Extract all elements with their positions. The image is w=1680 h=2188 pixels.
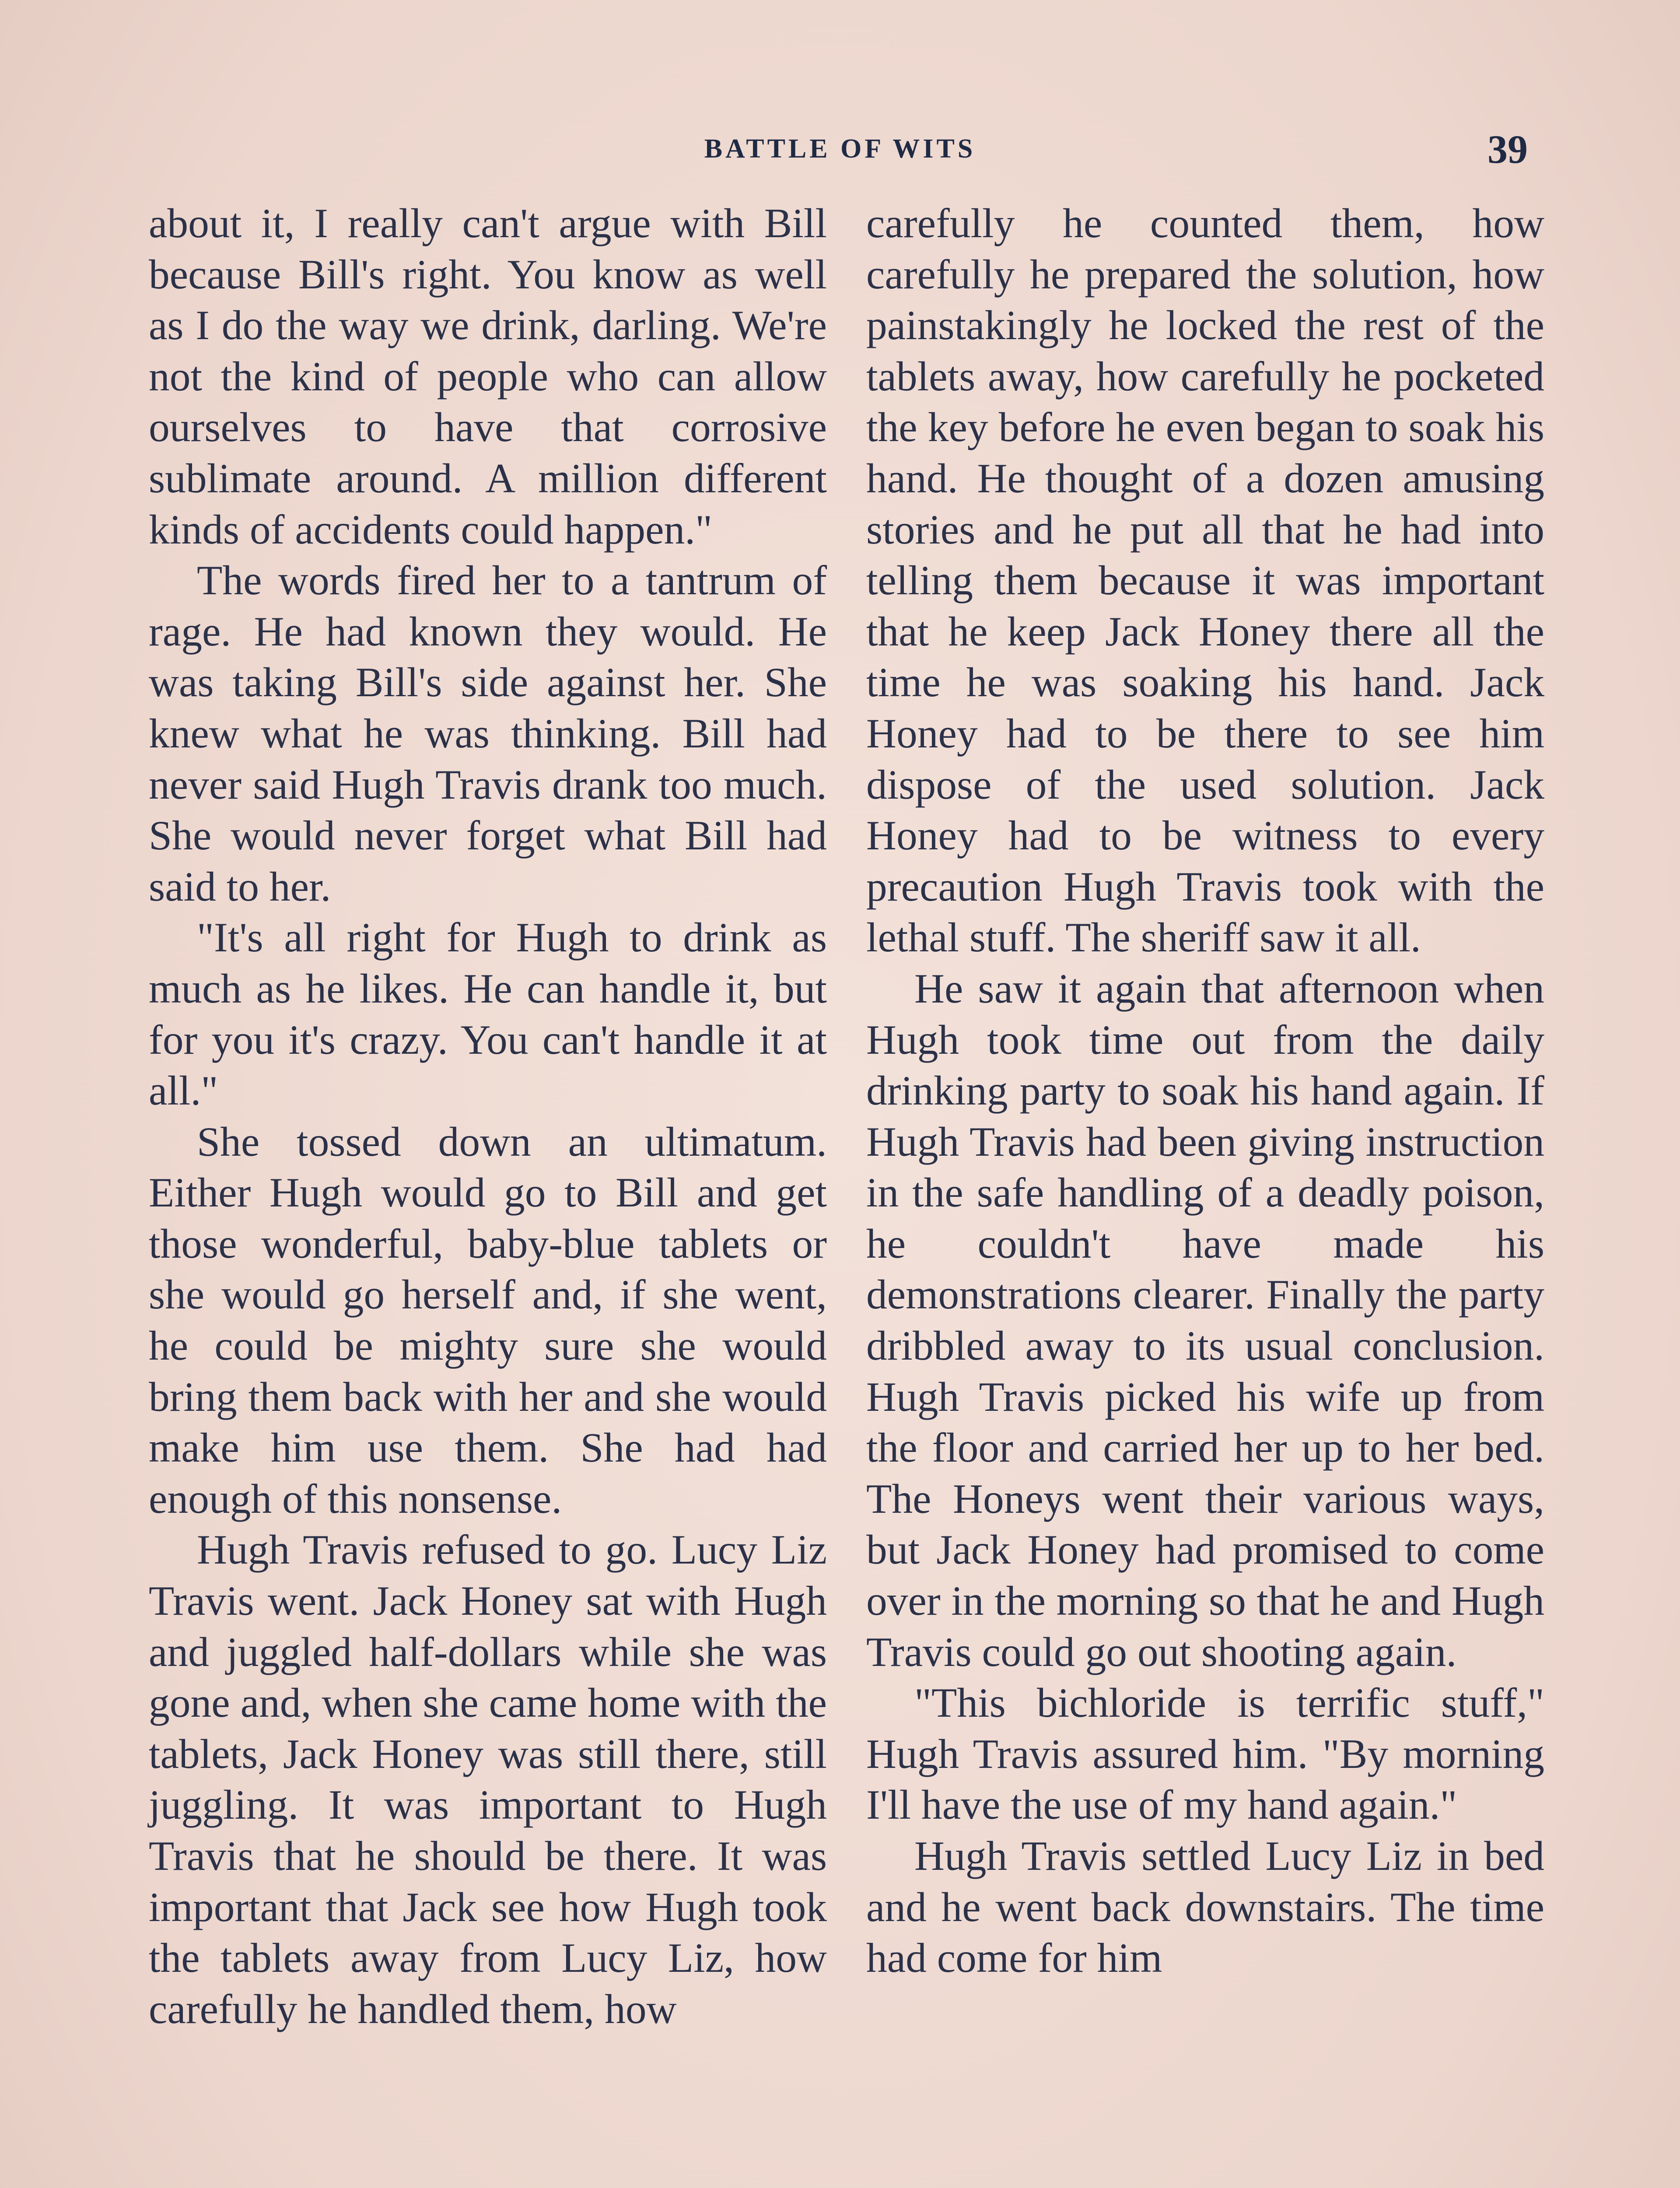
left-column (149, 198, 827, 2034)
paragraph: She tossed down an ultimatum. Either Hugh would go to Bill and get those wonderful, baby-blue tablets or she would go herself and, if she went, he could be mighty sure she would bring them back with her and she would make him use them. She had had enough of this nonsense. (149, 1118, 827, 1522)
paragraph: "This bichloride is terrific stuff," Hugh Travis assured him. "By morning I'll have the use of my hand again." (866, 1680, 1544, 1828)
paragraph: He saw it again that afternoon when Hugh took time out from the daily drinking party to soak his hand again. If Hugh Travis had been giving instruction in the safe handling of a deadly poison, he couldn't have made his demonstrations clearer. Finally the party dribbled away to its usual conclusion. Hugh Travis picked his wife up from the floor and carried her up to her bed. The Honeys went their various ways, but Jack Honey had promised to come over in the morning so that he and Hugh Travis could go out shooting again. (866, 965, 1544, 1675)
paragraph: about it, I really can't argue with Bill because Bill's right. You know as well as I do the way we drink, darling. We're not the kind of people who can allow ourselves to have that corrosive sublimate around. A million different kinds of accidents could happen." (149, 200, 827, 553)
paragraph: Hugh Travis refused to go. Lucy Liz Travis went. Jack Honey sat with Hugh and juggled half-dollars while she was gone and, when she came home with the tablets, Jack Honey was still there, still juggling. It was important to Hugh Travis that he should be there. It was important that Jack see how Hugh took the tablets away from Lucy Liz, how carefully he handled them, how (149, 1526, 827, 2032)
paragraph: carefully he counted them, how carefully he prepared the solution, how painstakingly he locked the rest of the tablets away, how carefully he pocketed the key before he even began to soak his hand. He thought of a dozen amusing stories and he put all that he had into telling them because it was important that he keep Jack Honey there all the time he was soaking his hand. Jack Honey had to be there to see him dispose of the used solution. Jack Honey had to be witness to every precaution Hugh Travis took with the lethal stuff. The sheriff saw it all. (866, 200, 1544, 961)
page-number: 39 (1488, 127, 1528, 172)
paragraph: "It's all right for Hugh to drink as much as he likes. He can handle it, but for you it's crazy. You can't handle it at all." (149, 914, 827, 1114)
paragraph: The words fired her to a tantrum of rage. He had known they would. He was taking Bill's side against her. She knew what he was thinking. Bill had never said Hugh Travis drank too much. She would never forget what Bill had said to her. (149, 557, 827, 910)
running-head: BATTLE OF WITS (704, 134, 976, 164)
right-column (866, 198, 1544, 1984)
paragraph: Hugh Travis settled Lucy Liz in bed and he went back downstairs. The time had come for him (866, 1833, 1544, 1981)
